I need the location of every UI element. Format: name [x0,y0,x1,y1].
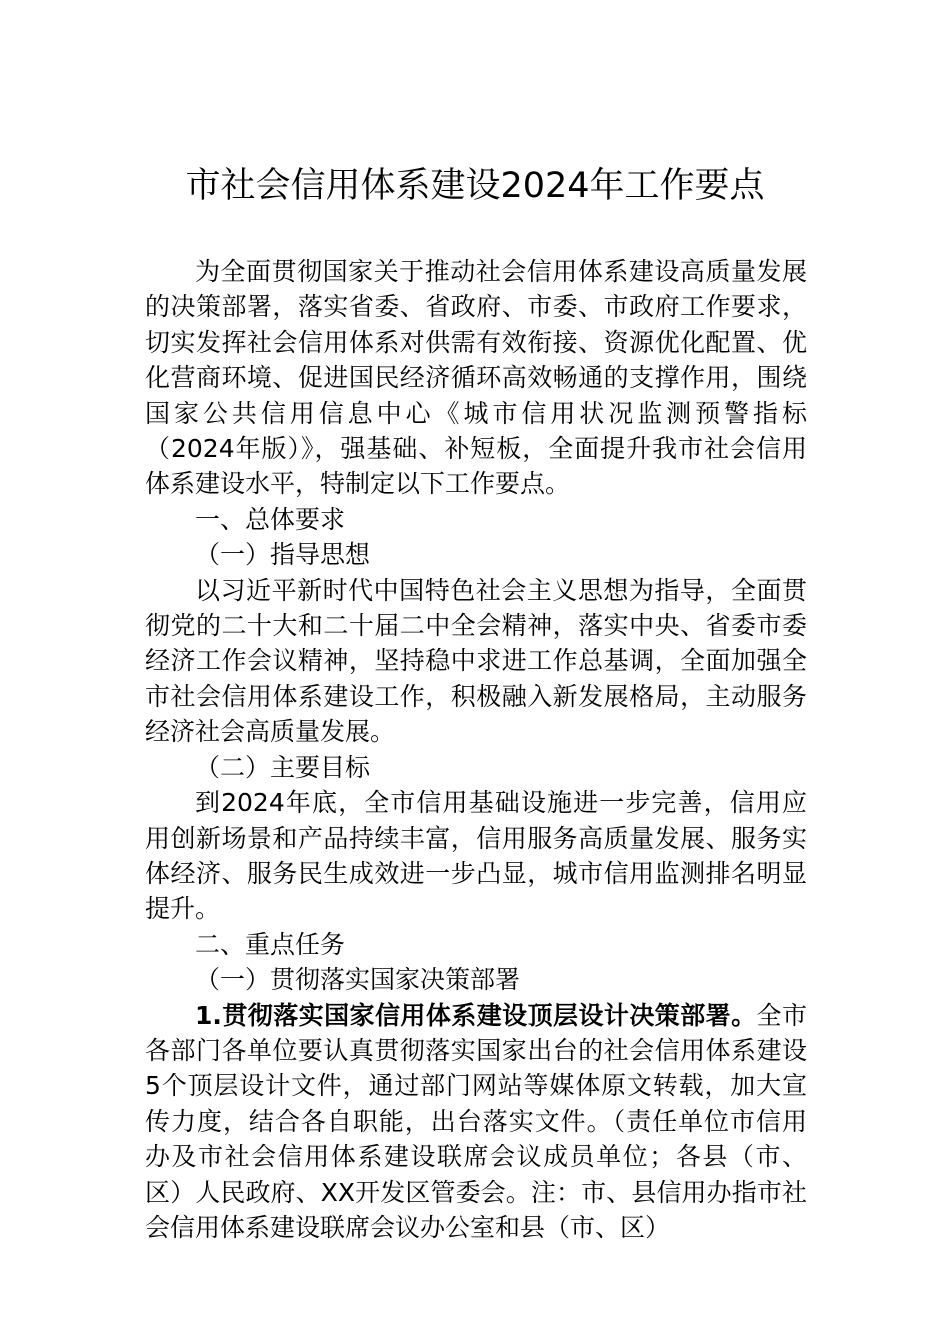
guiding-ideology-paragraph: 以习近平新时代中国特色社会主义思想为指导，全面贯彻党的二十大和二十届二中全会精神，落实中央、省委市委经济工作会议精神，坚持稳中求进工作总基调，全面加强全市社会信用体系建设工作，积极融入新发展格局，主动服务经济社会高质量发展。 [145,575,807,747]
subheading-main-goals: （二）主要目标 [195,752,371,782]
task-item-1-text: 全市各部门各单位要认真贯彻落实国家出台的社会信用体系建设5个顶层设计文件，通过部门网站等媒体原文转载，加大宣传力度，结合各自职能，出台落实文件。（责任单位市信用办及市社会信用体系建设联席会议成员单位；各县（市、区）人民政府、XX开发区管委会。注：市、县信用办指市社会信用体系建设联席会议办公室和县（市、区） [145,1000,807,1242]
document-title: 市社会信用体系建设2024年工作要点 [185,166,765,206]
intro-paragraph: 为全面贯彻国家关于推动社会信用体系建设高质量发展的决策部署，落实省委、省政府、市委、市政府工作要求，切实发挥社会信用体系对供需有效衔接、资源优化配置、优化营商环境、促进国民经济循环高效畅通的支撑作用，围绕国家公共信用信息中心《城市信用状况监测预警指标（2024年版）》，强基础、补短板，全面提升我市社会信用体系建设水平，特制定以下工作要点。 [145,257,807,499]
subheading-implement-decisions: （一）贯彻落实国家决策部署 [195,965,521,995]
task-item-1 [145,998,807,1246]
document-body [145,254,807,1245]
heading-key-tasks: 二、重点任务 [195,929,346,959]
task-item-1-lead: 1.贯彻落实国家信用体系建设顶层设计决策部署。 [195,1000,757,1030]
heading-general-requirements: 一、总体要求 [195,504,346,534]
main-goals-paragraph: 到2024年底，全市信用基础设施进一步完善，信用应用创新场景和产品持续丰富，信用服务高质量发展、服务实体经济、服务民生成效进一步凸显，城市信用监测排名明显提升。 [145,788,807,924]
subheading-guiding-ideology: （一）指导思想 [195,540,371,570]
